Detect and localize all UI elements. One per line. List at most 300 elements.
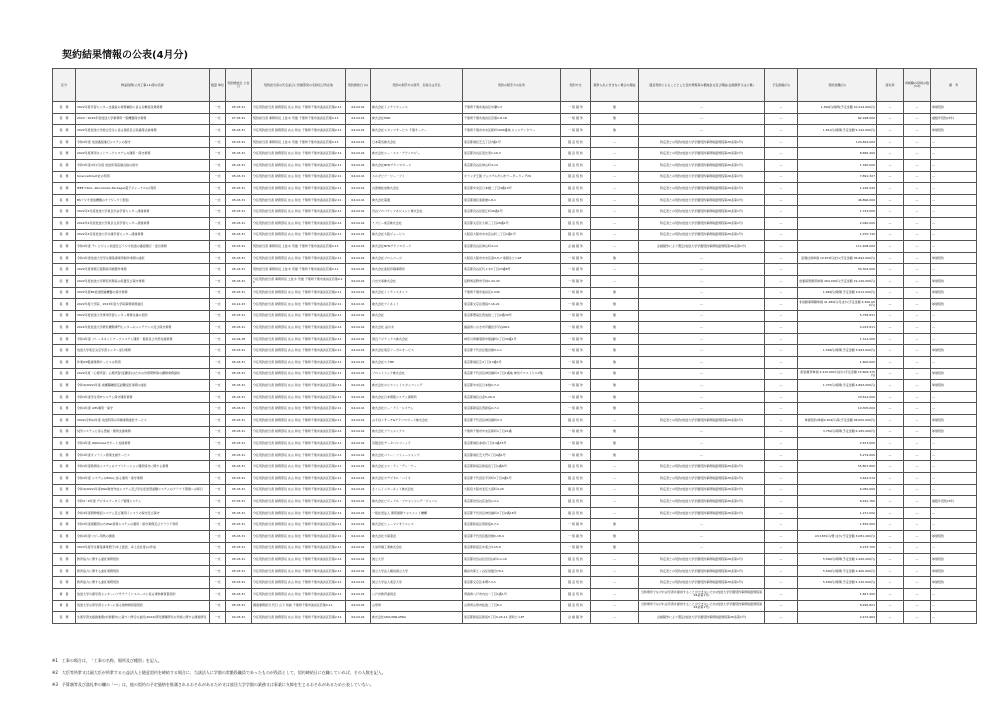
table-cell: 日出交易株式会社 [371, 275, 463, 287]
table-cell: — [904, 357, 931, 369]
column-header: 契約方式 [561, 69, 591, 102]
table-cell: — [877, 357, 904, 369]
table-cell: — [591, 507, 639, 519]
table-cell: — [877, 438, 904, 450]
table-row [53, 183, 977, 195]
table-cell: 無 [591, 333, 639, 345]
table-cell: — [765, 241, 798, 253]
table-cell: 05.03.31 [226, 507, 252, 519]
table-cell: 無 [591, 368, 639, 380]
table-cell: 神奈川県横須賀市船越町1丁目39番1号 [463, 333, 561, 345]
table-cell: 05.03.31 [226, 102, 252, 114]
table-cell: 04.04.01 [346, 241, 371, 253]
table-cell: 04.04.28 [226, 333, 252, 345]
table-cell: — [904, 461, 931, 473]
table-cell: 随 意 契 約 [561, 496, 591, 508]
table-cell: 役 務 [53, 264, 76, 276]
table-cell: 東京都渋谷区恵比寿1-19-3 [463, 148, 561, 160]
table-cell: 随 意 契 約 [561, 171, 591, 183]
table-cell: — [904, 217, 931, 229]
table-row [53, 519, 977, 531]
table-cell: 特定者との契約(放送大学学園契約事務取扱規程第26条第1号) [639, 183, 765, 195]
table-row [53, 461, 977, 473]
table-cell: 役 務 [53, 333, 76, 345]
table-cell: — [904, 368, 931, 380]
table-cell: — [904, 577, 931, 589]
table-cell: 企画競争により選定(放送大学学園契約事務取扱規程第26条第1号) [639, 612, 765, 624]
table-cell: 05.03.31 [226, 264, 252, 276]
column-header: 契約担当者の氏名並びに所属部局の名称及び所在地 [252, 69, 346, 102]
table-cell: 令和4年度コピー用紙の調達 [76, 530, 210, 542]
table-cell: 令和4年度オンライン授業支援サービス [76, 449, 210, 461]
footnote-3: ※3 予算額等及び落札率の欄の「―」は、他の契約の予定価格を推測されるおそれがあるため又は放送大学学園の業務又は事業に支障を生じるおそれがあるため公表していない。 [52, 682, 374, 688]
table-cell: 04.04.01 [346, 333, 371, 345]
table-cell: 令和4年度 LMS運用・保守 [76, 403, 210, 415]
table-cell: 単価契約 [931, 125, 977, 137]
table-cell: 04.04.01 [346, 368, 371, 380]
table-cell: — [877, 484, 904, 496]
table-cell: 株式会社ビジュアル・プロセッシング・ジャパン [371, 496, 463, 508]
table-cell: 株式会社AMA/ONLAERA [371, 612, 463, 624]
table-cell: — [904, 159, 931, 171]
table-cell: — [877, 264, 904, 276]
table-row [53, 577, 977, 589]
table-cell: — [639, 403, 765, 415]
table-cell: — [931, 194, 977, 206]
table-cell: 役 務 [53, 310, 76, 322]
table-cell: 一式 [210, 333, 226, 345]
table-cell: 令和4年度 WebClassサポート支援業務 [76, 438, 210, 450]
table-cell: 04.04.01 [346, 102, 371, 114]
table-cell: 特定者との契約(放送大学学園契約事務取扱規程第26条第1号) [639, 565, 765, 577]
table-cell: — [904, 565, 931, 577]
table-cell: — [904, 322, 931, 334]
table-cell: 04.03.31 [226, 612, 252, 624]
table-cell: — [877, 159, 904, 171]
table-cell: 1,314,500 [798, 333, 877, 345]
table-cell: 分任契約担当者 財務部長 丸山 和也 千葉県千葉市美浜区若葉2-11 [252, 345, 346, 357]
table-cell: 単価契約 [931, 554, 977, 566]
table-cell: 特定者との契約(放送大学学園契約事務取扱規程第26条第1号) [639, 171, 765, 183]
table-cell: 分任契約担当者 財務部長 丸山 和也 千葉県千葉市美浜区若葉2-11 [252, 473, 346, 485]
table-cell: 役 務 [53, 194, 76, 206]
column-header: 落札率 [877, 69, 904, 102]
table-cell: 分任契約担当者 財務部長 丸山 和也 千葉県千葉市美浜区若葉2-11 [252, 229, 346, 241]
table-cell: — [904, 333, 931, 345]
table-row [53, 357, 977, 369]
table-cell: — [591, 484, 639, 496]
table-cell: — [765, 217, 798, 229]
table-cell: 役 務 [53, 345, 76, 357]
table-cell: 企 画 競 争 [561, 612, 591, 624]
table-cell: — [591, 496, 639, 508]
table-cell: — [765, 426, 798, 438]
table-cell: 一 般 競 争 [561, 519, 591, 531]
column-header: 契約金額(円) [798, 69, 877, 102]
table-row [53, 148, 977, 160]
table-row [53, 275, 977, 287]
table-cell: 04.04.01 [346, 275, 371, 287]
table-cell: 一式 [210, 507, 226, 519]
table-cell: 分任契約担当者 財務部長 丸山 和也 千葉県千葉市美浜区若葉2-11 [252, 577, 346, 589]
table-cell: 単価契約(単価2,304円)等(予定金額 38,000,000円) [798, 415, 877, 427]
table-cell: 特定者との契約(放送大学学園契約事務取扱規程第26条第1号) [639, 496, 765, 508]
table-cell: — [765, 194, 798, 206]
table-cell: 東京都千代田区平河町2丁目4番1号 [463, 473, 561, 485]
table-cell: 特定者との契約(放送大学学園契約事務取扱規程第26条第1号) [639, 217, 765, 229]
table-cell: 役 務 [53, 368, 76, 380]
table-cell: — [639, 322, 765, 334]
table-row [53, 542, 977, 554]
table-cell: 3,624,519 [798, 473, 877, 485]
table-cell: 2022年度学習センター支援室の業務補助に係る労働者派遣業務 [76, 102, 210, 114]
table-cell: 役 務 [53, 113, 76, 125]
table-cell: 大阪府大阪市中央区谷町二丁目1番1号 [463, 229, 561, 241]
table-cell: 分任契約担当者 財務部長 丸山 和也 千葉県千葉市美浜区若葉2-11 [252, 368, 346, 380]
table-cell: 分任契約担当者 財務部長 丸山 和也 千葉県千葉市美浜区若葉2-11 [252, 299, 346, 311]
table-cell: 05.03.31 [226, 171, 252, 183]
table-cell: 山形県 [371, 600, 463, 612]
table-cell: — [639, 357, 765, 369]
table-cell: 横浜市保土ヶ谷区常盤台79-1 [463, 565, 561, 577]
table-cell: 企 画 競 争 [561, 241, 591, 253]
table-cell: 株式会社NHKテクノロジーズ [371, 241, 463, 253]
table-cell: 株式会社エクBP [371, 357, 463, 369]
table-row [53, 565, 977, 577]
table-cell: 05.03.31 [226, 345, 252, 357]
table-row [53, 415, 977, 427]
table-cell: 5,279,000 [798, 449, 877, 461]
table-cell: — [904, 299, 931, 311]
table-cell: 一式 [210, 473, 226, 485]
table-cell: 50,304,000 [798, 264, 877, 276]
table-cell: 04.04.01 [346, 310, 371, 322]
table-cell: 分任契約担当者 財務部長 丸山 和也 千葉県千葉市美浜区若葉2-11 [252, 554, 346, 566]
table-cell: 無 [591, 542, 639, 554]
table-cell: — [765, 612, 798, 624]
table-cell: 分任契約担当者 財務部長 丸山 和也 千葉県千葉市美浜区若葉2-11 [252, 252, 346, 264]
table-cell: 05.03.31 [226, 403, 252, 415]
table-cell: 一 般 競 争 [561, 125, 591, 137]
table-cell: — [639, 264, 765, 276]
table-row [53, 171, 977, 183]
table-cell: 随 意 契 約 [561, 148, 591, 160]
table-cell: 7,891,327 [798, 171, 877, 183]
table-cell: 役 務 [53, 496, 76, 508]
table-cell: — [591, 600, 639, 612]
table-cell: 一 般 競 争 [561, 542, 591, 554]
table-cell: 04.04.01 [346, 113, 371, 125]
table-cell: — [904, 287, 931, 299]
table-cell: 04.04.01 [346, 171, 371, 183]
table-cell: — [765, 438, 798, 450]
table-cell: 一式 [210, 588, 226, 600]
table-cell: 特定者との契約(放送大学学園契約事務取扱規程第26条第1号) [639, 194, 765, 206]
table-cell: 無 [591, 357, 639, 369]
table-cell: 一式 [210, 252, 226, 264]
table-cell: 東京都世田谷区世田谷町2-1-10 [463, 554, 561, 566]
table-cell: 05.03.31 [226, 357, 252, 369]
table-cell: 04.12.23 [226, 299, 252, 311]
table-cell: 04.04.01 [346, 507, 371, 519]
table-cell: — [639, 380, 765, 392]
table-row [53, 496, 977, 508]
table-cell: 単価契約 [931, 102, 977, 114]
table-cell: 一式 [210, 542, 226, 554]
table-cell: 周辺ラジテックス株式会社 [371, 333, 463, 345]
table-cell: 株式会社パリー・ソリューションズ [371, 449, 463, 461]
column-header: 契約締結日 (1) [346, 69, 371, 102]
table-cell: 04.04.01 [346, 438, 371, 450]
table-cell: 分任契約担当者 財務部長 丸山 和也 千葉県千葉市美浜区若葉2-11 [252, 449, 346, 461]
table-cell: 随 意 契 約 [561, 565, 591, 577]
table-cell: 05.03.31 [226, 183, 252, 195]
table-cell: 役 務 [53, 171, 76, 183]
table-cell: 役 務 [53, 357, 76, 369]
table-cell: 役 務 [53, 217, 76, 229]
table-cell: 一般社団法人 関西国際アセスメント機構 [371, 507, 463, 519]
table-cell: 株式会社ビー・アイ・システム [371, 403, 463, 415]
table-cell: 東京都豊島区西池袋二丁目2番30号 [463, 310, 561, 322]
table-cell: — [591, 588, 639, 600]
table-cell: 役 務 [53, 426, 76, 438]
table-cell: 分任契約担当者 財務部長 丸山 和也 千葉県千葉市美浜区若葉2-11 [252, 391, 346, 403]
table-cell: 株式会社 品川木 [371, 322, 463, 334]
table-cell: 1,723,000 [798, 206, 877, 218]
table-cell: 特定者との契約(放送大学学園契約事務取扱規程第26条第1号) [639, 229, 765, 241]
table-cell: — [904, 554, 931, 566]
table-cell: 05.03.31 [226, 530, 252, 542]
table-cell: 役 務 [53, 102, 76, 114]
table-cell: 2,040,000 [798, 217, 877, 229]
table-cell: 05.03.31 [226, 519, 252, 531]
table-cell: — [765, 287, 798, 299]
table-cell: 04.04.01 [346, 217, 371, 229]
table-row [53, 438, 977, 450]
table-cell: 分任契約担当者 財務部長 丸山 和也 千葉県千葉市美浜区若葉2-11 [252, 333, 346, 345]
table-cell: 一式 [210, 102, 226, 114]
table-cell: 05.03.31 [226, 125, 252, 137]
table-cell: 東京都渋谷区桜丘町26番1号 [463, 206, 561, 218]
table-cell: 一式 [210, 403, 226, 415]
table-cell: 分任契約担当者 財務部長 丸山 和也 千葉県千葉市美浜区若葉2-11 [252, 507, 346, 519]
table-cell: 分任契約担当者 財務部長 丸山 和也 千葉県千葉市美浜区若葉2-11 [252, 438, 346, 450]
table-cell: 東京都千代田区飯田橋2-18-4 [463, 530, 561, 542]
table-cell: 役 務 [53, 159, 76, 171]
table-cell: 05.03.31 [226, 391, 252, 403]
table-row [53, 159, 977, 171]
table-cell: 当該場所でなければ学習を提供することができないため(放送大学学園契約事務取扱規程第26条第1号) [639, 588, 765, 600]
table-cell: 長野県長野市平林1-34-43 [463, 275, 561, 287]
table-cell: 随 意 契 約 [561, 588, 591, 600]
table-cell: 一式 [210, 530, 226, 542]
table-cell: 契約担当者 事務局長 土佐木 茂雄 千葉県千葉市美浜区若葉2-11 [252, 241, 346, 253]
table-cell: 一 般 競 争 [561, 333, 591, 345]
table-cell: 一 般 競 争 [561, 113, 591, 125]
table-cell: 特定者との契約(放送大学学園契約事務取扱規程第26条第1号) [639, 554, 765, 566]
table-cell: — [591, 264, 639, 276]
table-cell: 04.04.01 [346, 426, 371, 438]
table-cell: — [904, 507, 931, 519]
table-cell: — [931, 159, 977, 171]
table-cell: 1,847,300 [798, 588, 877, 600]
table-cell: 役 務 [53, 380, 76, 392]
table-cell: 分任契約担当者 財務部長 丸山 和也 千葉県千葉市美浜区若葉2-11 [252, 530, 346, 542]
table-cell: 令和4年度 テレビジョン放送及びラジオ放送の番組運行・送出業務 [76, 241, 210, 253]
table-cell: 東京都文京区大塚三丁目29番1号 [463, 217, 561, 229]
table-cell: 2022年4月度放送大学兵庫学習センター清掃業務 [76, 229, 210, 241]
table-cell: — [877, 461, 904, 473]
table-cell: 20,614,000 [798, 391, 877, 403]
table-cell: 1,846円/時間(予定金額 3,612,000円) [798, 287, 877, 299]
table-cell: 一式 [210, 171, 226, 183]
table-cell: 役 務 [53, 577, 76, 589]
table-cell: — [765, 310, 798, 322]
table-cell: — [765, 102, 798, 114]
table-cell: — [877, 449, 904, 461]
table-cell: — [904, 102, 931, 114]
table-cell: 役 務 [53, 125, 76, 137]
table-cell: 役 務 [53, 473, 76, 485]
table-cell: 東京都渋谷区代々木2丁目23番8号 [463, 264, 561, 276]
table-cell: 東京都中央区日本橋2-7-2 [463, 380, 561, 392]
table-cell: 分任契約担当者 財務部長 丸山 和也 千葉県千葉市美浜区若葉2-11 [252, 403, 346, 415]
table-cell: 5,500円/時間(予定金額 1,200,000円) [798, 554, 877, 566]
table-cell: 倉庫保管費用単価 264,000円(予定金額 19,120,000円) [798, 275, 877, 287]
table-cell: 無 [591, 113, 639, 125]
table-cell: 令和4(2022)年度Web教材作成システム及び学生記述型試験システムのクラウド環境への移行 [76, 484, 210, 496]
table-cell: 役 務 [53, 136, 76, 148]
table-cell: 特定者との契約(放送大学学園契約事務取扱規程第26条第1号) [639, 206, 765, 218]
table-cell: 05.03.31 [226, 426, 252, 438]
table-cell: 丸善雄松堂株式会社 [371, 183, 463, 195]
table-cell: 分任契約担当者 財務部長 丸山 和也 千葉県千葉市美浜区若葉2-11 [252, 102, 346, 114]
table-cell: 渋谷プロパティマネジメント株式会社 [371, 206, 463, 218]
table-cell: 随 意 契 約 [561, 415, 591, 427]
table-cell: 2022年度「心理実習」心理実習(受講者)のための外部研修等の講師業務請負 [76, 368, 210, 380]
table-cell: 有限会社データパシフィック [371, 438, 463, 450]
table-cell: 55,807,800 [798, 461, 877, 473]
table-cell: — [591, 577, 639, 589]
table-cell: — [639, 345, 765, 357]
table-cell: 分任契約担当者 財務部長 丸山 和也 千葉県千葉市美浜区若葉2-11 [252, 496, 346, 508]
table-cell: 一式 [210, 241, 226, 253]
table-cell: 1,320,000 [798, 159, 877, 171]
table-cell: 千葉県千葉市中央区新町1丁目21番 [463, 426, 561, 438]
table-cell: 特定者との契約(放送大学学園契約事務取扱規程第26条第1号) [639, 577, 765, 589]
table-cell: — [591, 554, 639, 566]
table-cell: 役 務 [53, 507, 76, 519]
table-cell: 2022(令和4)年度 放送利用の印刷業務委託サービス [76, 415, 210, 427]
table-cell: — [931, 449, 977, 461]
table-cell: — [877, 519, 904, 531]
table-cell: 一式 [210, 287, 226, 299]
table-cell: 福島県いわき市平鎌田字平谷98-1 [463, 322, 561, 334]
table-cell: 04.04.01 [346, 206, 371, 218]
table-cell: 株式会社MSK [371, 113, 463, 125]
table-cell: 一式 [210, 345, 226, 357]
table-cell: 株式会社ヒューマンサイエンス [371, 519, 463, 531]
table-cell: 04.04.01 [346, 519, 371, 531]
table-cell: — [765, 484, 798, 496]
table-cell: 東京都新宿区西新宿2-7-1 [463, 403, 561, 415]
table-cell: 東京都港区芝4丁目13番1号 [463, 357, 561, 369]
table-cell: 特定者との契約(放送大学学園契約事務取扱規程第26条第1号) [639, 507, 765, 519]
table-cell: 派遣社員単価 10,879円ほか(予定金額 36,692,000円) [798, 252, 877, 264]
table-cell: — [877, 507, 904, 519]
table-cell: 04.04.01 [346, 542, 371, 554]
table-cell: — [877, 565, 904, 577]
table-cell: 分任契約担当者 財務部長 丸山 和也 千葉県千葉市美浜区若葉2-11 [252, 380, 346, 392]
table-cell: 2023年度学生募集事業冊子(卓上図表、卓上会社等)の作成 [76, 542, 210, 554]
table-row [53, 299, 977, 311]
table-cell: 特定者との契約(放送大学学園契約事務取扱規程第26条第1号) [639, 484, 765, 496]
table-cell: 04.04.01 [346, 252, 371, 264]
table-cell: — [877, 600, 904, 612]
table-cell: 役 務 [53, 519, 76, 531]
table-cell: 株式会社産経印刷事務所 [371, 264, 463, 276]
table-cell: — [931, 357, 977, 369]
table-cell: 8,290,821 [798, 600, 877, 612]
table-cell: 04.04.01 [346, 415, 371, 427]
table-cell: 無 [591, 345, 639, 357]
table-row [53, 102, 977, 114]
table-cell: — [639, 113, 765, 125]
table-cell: — [904, 542, 931, 554]
table-cell: ScienceDirect社の利用 [76, 171, 210, 183]
table-cell: 東京都港区芝五丁目7番1号 [463, 136, 561, 148]
table-cell: 教育協力に関する委託業務契約 [76, 565, 210, 577]
table-cell: 役 務 [53, 241, 76, 253]
table-cell: — [591, 461, 639, 473]
table-body [53, 102, 977, 624]
table-cell: 無 [591, 299, 639, 311]
table-cell: 一 般 競 争 [561, 449, 591, 461]
table-cell: 2022年度放送大学総合安全に係る施設及び設備等点検業務 [76, 125, 210, 137]
table-cell: 04.04.01 [346, 229, 371, 241]
table-cell: 山形県山形市松波二丁目8-1 [463, 600, 561, 612]
table-cell: 役 務 [53, 299, 76, 311]
table-row [53, 507, 977, 519]
table-cell: 一式 [210, 194, 226, 206]
table-cell: 役 務 [53, 252, 76, 264]
table-cell: 東京都千代田区神田錦町2丁目2番16号 [463, 507, 561, 519]
table-row [53, 322, 977, 334]
table-cell: — [904, 391, 931, 403]
table-cell: — [765, 415, 798, 427]
table-cell: 2022年度大学院、2023年度大学院事務業務委託 [76, 299, 210, 311]
table-cell: 放送大学東京文京学習センター受付業務 [76, 345, 210, 357]
table-cell: — [765, 183, 798, 195]
table-cell: 役 務 [53, 542, 76, 554]
table-cell: 一 般 競 争 [561, 530, 591, 542]
table-cell: 一 般 競 争 [561, 345, 591, 357]
table-cell: — [765, 275, 798, 287]
table-cell: 令和4年度学生用ITシステム保守運用業務 [76, 391, 210, 403]
table-cell: — [931, 183, 977, 195]
table-cell: 一 般 競 争 [561, 368, 591, 380]
table-cell: 無 [591, 403, 639, 415]
table-cell: 一 般 競 争 [561, 391, 591, 403]
table-cell: 04.04.01 [346, 264, 371, 276]
table-cell: — [904, 310, 931, 322]
table-cell: — [765, 229, 798, 241]
table-cell: 単価契約 [931, 368, 977, 380]
table-cell: — [877, 345, 904, 357]
table-cell: — [765, 588, 798, 600]
table-cell: — [877, 333, 904, 345]
table-cell: — [877, 554, 904, 566]
